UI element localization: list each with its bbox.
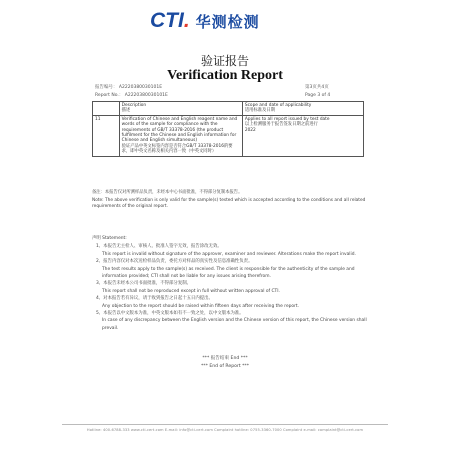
statement-item-cn: 3、本报告未经本公司书面批准，不得部分复制。 (96, 281, 191, 287)
table-row (93, 115, 364, 156)
end-of-report-cn: *** 报告结束 End *** (202, 356, 248, 361)
report-title-cn: 验证报告 (200, 54, 249, 68)
verification-table (92, 101, 364, 157)
cell-standard: Applies to all report issued by test date 以上检测服务于报告签发日期之前进行 2022 (242, 115, 363, 156)
company-logo (150, 10, 260, 32)
statement-item-en: This report is invalid without signature of the approver, examiner and reviewer. Alterations make the report invalid. (102, 251, 356, 257)
end-of-report-en: *** End of Report *** (200, 364, 249, 369)
statement-item-en: In case of any discrepancy between the English version and the Chinese version of this report, the Chinese version shall prevail. (102, 318, 367, 331)
cell-no: 11 (93, 115, 120, 156)
report-number (95, 84, 168, 100)
column-header-standard: Scope and date of applicability 适用标准及日期 (242, 102, 363, 116)
statement-section (92, 235, 367, 332)
report-number-cn: 报告编号： A2220380030101E (95, 85, 163, 90)
note-cn: 备注：本报告仅对所测样品负责，未经本中心书面批准，不得部分复制本报告。 (92, 190, 243, 195)
report-title-en: Verification Report (167, 68, 283, 83)
page-indicator (305, 84, 330, 100)
statement-item-en: Any objection to the report should be raised within fifteen days after receiving the report. (102, 303, 300, 309)
footer-divider (62, 424, 388, 425)
company-name-cn: 华测检测 (195, 12, 260, 31)
statement-item-en: This report shall not be reproduced except in full without written approval of CTI. (102, 288, 280, 294)
logo-mark: CTI. (150, 9, 190, 32)
page-footer: Hotline: 400-6788-333 www.cti-cert.com E-mail: info@cti-cert.com Complaint hotline: 0755-3360-7000 Complaint e-mail: complaint@cti-cert.com (86, 428, 364, 432)
table-header-row (93, 102, 364, 116)
column-header-no (93, 102, 120, 116)
statement-item-cn: 5、本报告以中文版本为准，中英文版本如有不一致之处，以中文版本为准。 (96, 311, 244, 317)
statement-item-cn: 4、对本报告若有异议，请于收到报告之日起十五日内提出。 (96, 296, 213, 302)
report-number-en: Report No.： A2220380030101E (95, 93, 168, 98)
cell-description: Verification of Chinese and English reagent name and words of the sample for compliance with the requirements of GB/T 33378-2016 (the product fulfilment for the Chinese and English information for Chinese and English simultaneous) 验证产品中英文标签内容是否符合GB/T 33378-2016的要求，即中英文名称及相关内容一致（中英文同时） (119, 115, 242, 156)
statement-item-cn: 1、本报告无主检人、审核人、批准人签字无效，报告涂改无效。 (96, 244, 222, 250)
page-indicator-cn: 第3页共4页 (305, 85, 329, 90)
note-en: Note: The above verification is only valid for the sample(s) tested which is accepted according to the conditions and all related requirements of the original report. (92, 198, 366, 209)
statement-item-en: The test results apply to the sample(s) as received. The client is responsible for the authenticity of the sample and information provided; CTI shall not be liable for any issues arising therefrom. (102, 266, 355, 280)
statement-title: 声明 Statement: (92, 236, 127, 241)
page-indicator-en: Page 3 of 4 (305, 93, 331, 98)
statement-item-cn: 2、报告内容仅对本次送检样品负责，委托方对样品的真实性及信息准确性负责。 (96, 259, 253, 265)
column-header-description: Description 描述 (119, 102, 242, 116)
